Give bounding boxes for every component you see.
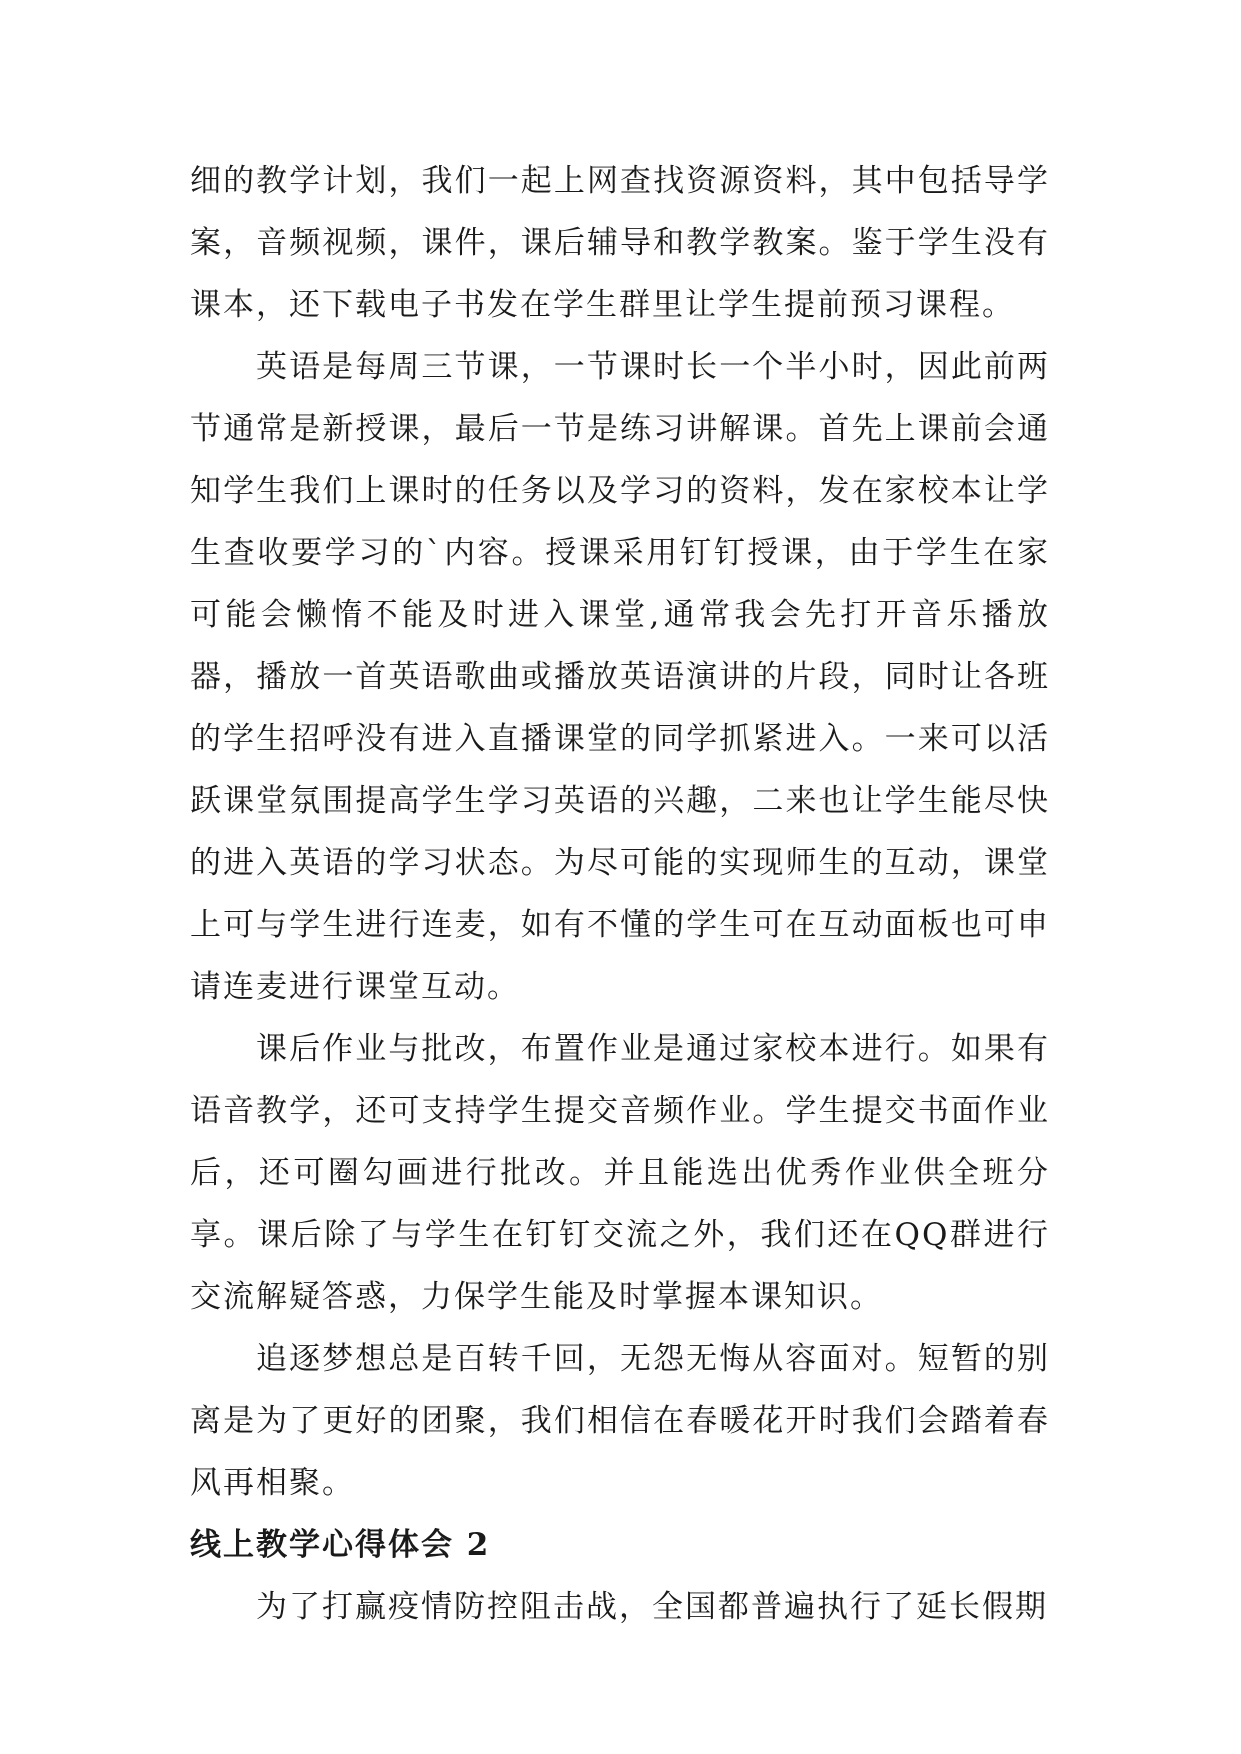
- paragraph-5: 为了打赢疫情防控阻击战，全国都普遍执行了延长假期: [256, 1589, 1048, 1625]
- paragraph-4: 追逐梦想总是百转千回，无怨无悔从容面对。短暂的别离是为了更好的团聚，我们相信在春暖花开时我们会踏着春风再相聚。: [190, 1341, 1050, 1501]
- paragraph-1: 细的教学计划，我们一起上网查找资源资料，其中包括导学案，音频视频，课件，课后辅导和教学教案。鉴于学生没有课本，还下载电子书发在学生群里让学生提前预习课程。: [190, 163, 1050, 323]
- paragraph-3: 课后作业与批改，布置作业是通过家校本进行。如果有语音教学，还可支持学生提交音频作业。学生提交书面作业后，还可圈勾画进行批改。并且能选出优秀作业供全班分享。课后除了与学生在钉钉交流之外，我们还在QQ群进行交流解疑答惑，力保学生能及时掌握本课知识。: [190, 1031, 1050, 1315]
- paragraph-2: 英语是每周三节课，一节课时长一个半小时，因此前两节通常是新授课，最后一节是练习讲解课。首先上课前会通知学生我们上课时的任务以及学习的资料，发在家校本让学生查收要学习的`内容。授课采用钉钉授课，由于学生在家可能会懒惰不能及时进入课堂,通常我会先打开音乐播放器，播放一首英语歌曲或播放英语演讲的片段，同时让各班的学生招呼没有进入直播课堂的同学抓紧进入。一来可以活跃课堂氛围提高学生学习英语的兴趣，二来也让学生能尽快的进入英语的学习状态。为尽可能的实现师生的互动，课堂上可与学生进行连麦，如有不懂的学生可在互动面板也可申请连麦进行课堂互动。: [190, 349, 1050, 1005]
- section-heading: 线上教学心得体会 2: [190, 1527, 491, 1563]
- document-body: [190, 150, 1050, 1638]
